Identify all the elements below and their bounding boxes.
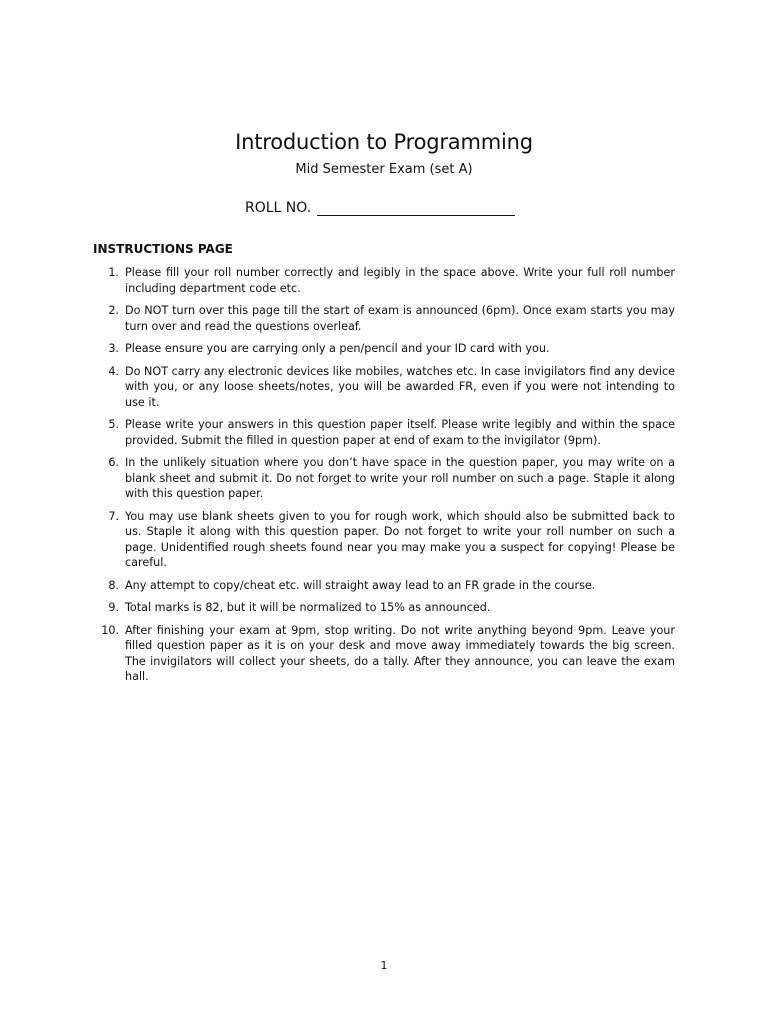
instruction-item [93, 364, 675, 411]
instruction-item [93, 509, 675, 571]
instruction-text: Total marks is 82, but it will be normalized to 15% as announced. [125, 601, 491, 614]
roll-number-field [245, 200, 515, 216]
instructions-heading: INSTRUCTIONS PAGE [93, 242, 233, 256]
instruction-text: Do NOT turn over this page till the start of exam is announced (6pm). Once exam starts you may turn over and read the questions overleaf. [125, 304, 675, 333]
instruction-item [93, 265, 675, 296]
instruction-item [93, 578, 675, 594]
instruction-number: 3. [108, 342, 119, 355]
instruction-item [93, 341, 675, 357]
instruction-number: 2. [108, 304, 119, 317]
instruction-number: 1. [108, 266, 119, 279]
instruction-item [93, 303, 675, 334]
instruction-text: After finishing your exam at 9pm, stop writing. Do not write anything beyond 9pm. Leave your filled question paper as it is on your desk and move away immediately towards the big screen. The invigilators will collect your sheets, do a tally. After they announce, you can leave the exam hall. [125, 623, 675, 683]
document-title: Introduction to Programming [235, 130, 533, 154]
instruction-text: Please fill your roll number correctly and legibly in the space above. Write your full roll number including department code etc. [125, 266, 675, 295]
instruction-number: 6. [108, 456, 119, 469]
page-number: 1 [380, 959, 388, 972]
instructions-list [93, 265, 675, 692]
roll-number-label: ROLL NO. [245, 200, 312, 216]
instruction-text: In the unlikely situation where you don’t have space in the question paper, you may write on a blank sheet and submit it. Do not forget to write your roll number on such a page. Staple it along with this question paper. [125, 456, 675, 500]
instruction-number: 7. [108, 509, 119, 523]
instruction-text: You may use blank sheets given to you for rough work, which should also be submitted back to us. Staple it along with this question paper. Do not forget to write your roll number on such a page. Unidentified rough sheets found near you may make you a suspect for copying! Please be careful. [125, 509, 675, 569]
roll-number-blank-line [317, 201, 515, 216]
instruction-item [93, 623, 675, 685]
instruction-text: Do NOT carry any electronic devices like mobiles, watches etc. In case invigilators find any device with you, or any loose sheets/notes, you will be awarded FR, even if you were not intending to use it. [125, 364, 675, 409]
instruction-item [93, 455, 675, 502]
instruction-number: 5. [108, 418, 119, 431]
instruction-item [93, 417, 675, 448]
instruction-text: Please write your answers in this question paper itself. Please write legibly and within the space provided. Submit the filled in question paper at end of exam to the invigilator (9pm). [125, 418, 675, 447]
instruction-text: Any attempt to copy/cheat etc. will straight away lead to an FR grade in the course. [125, 578, 596, 592]
instruction-number: 9. [108, 601, 119, 614]
instruction-number: 8. [108, 578, 119, 592]
instruction-item [93, 600, 675, 616]
instruction-number: 10. [101, 623, 119, 637]
document-subtitle: Mid Semester Exam (set A) [295, 162, 473, 177]
instruction-number: 4. [108, 364, 119, 378]
instruction-text: Please ensure you are carrying only a pen/pencil and your ID card with you. [125, 342, 550, 355]
